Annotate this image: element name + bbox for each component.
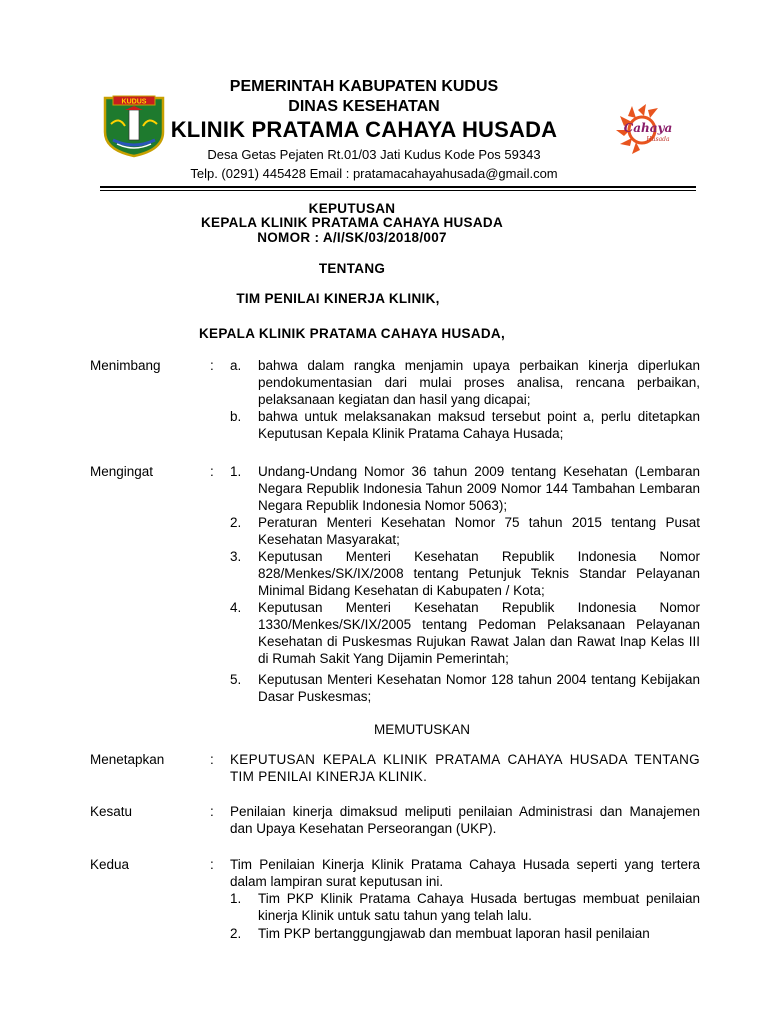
section-label: Menetapkan (90, 752, 165, 767)
section-kedua (90, 856, 700, 956)
clinic-address: Desa Getas Pejaten Rt.01/03 Jati Kudus Kode Pos 59343 (207, 147, 541, 162)
section-label: Kesatu (90, 804, 133, 819)
svg-text:Cahaya: Cahaya (623, 121, 673, 135)
list-marker: a. (230, 358, 242, 373)
list-marker: 5. (230, 672, 242, 687)
section-colon: : (210, 857, 214, 872)
list-marker: b. (230, 409, 242, 424)
section-kesatu (90, 803, 700, 839)
section-colon: : (210, 464, 214, 479)
section-label: Kedua (90, 857, 130, 872)
section-text: KEPUTUSAN KEPALA KLINIK PRATAMA CAHAYA HUSADA TENTANG TIM PENILAI KINERJA KLINIK. (230, 752, 700, 784)
list-marker: 3. (230, 549, 242, 564)
list-text: Tim PKP bertanggungjawab dan membuat laporan hasil penilaian (258, 926, 650, 941)
list-text: bahwa dalam rangka menjamin upaya perbaikan kinerja diperlukan pendokumentasian dari mulai proses analisa, rencana perbaikan, pelaksanaan kegiatan dan hasil yang dicapai; (258, 358, 700, 407)
doc-number: NOMOR : A/I/SK/03/2018/007 (257, 230, 447, 245)
department-name: DINAS KESEHATAN (288, 98, 440, 115)
svg-text:Husada: Husada (646, 136, 670, 143)
list-marker: 1. (230, 891, 242, 906)
list-text: Undang-Undang Nomor 36 tahun 2009 tentang Kesehatan (Lembaran Negara Republik Indonesia Tahun 2009 Nomor 144 Tambahan Lembaran Negara Republik Indonesia Nomor 5063); (258, 464, 700, 513)
doc-type: KEPUTUSAN (308, 201, 396, 216)
list-marker: 4. (230, 600, 242, 615)
section-label: Mengingat (90, 464, 154, 479)
header-divider-thin (100, 190, 696, 191)
clinic-contact: Telp. (0291) 445428 Email : pratamacahayahusada@gmail.com (190, 166, 558, 181)
memutuskan-heading: MEMUTUSKAN (373, 722, 470, 737)
list-marker: 2. (230, 515, 242, 530)
section-colon: : (210, 358, 214, 373)
list-text: bahwa untuk melaksanakan maksud tersebut point a, perlu ditetapkan Keputusan Kepala Klinik Pratama Cahaya Husada; (258, 409, 700, 441)
government-name: PEMERINTAH KABUPATEN KUDUS (229, 78, 499, 95)
doc-issuer: KEPALA KLINIK PRATAMA CAHAYA HUSADA (200, 215, 503, 230)
list-text: Keputusan Menteri Kesehatan Republik Indonesia Nomor 828/Menkes/SK/IX/2008 tentang Petunjuk Teknis Standar Pelayanan Minimal Bidang Kesehatan di Kabupaten / Kota; (258, 549, 700, 598)
list-text: Peraturan Menteri Kesehatan Nomor 75 tahun 2015 tentang Pusat Kesehatan Masyarakat; (258, 515, 700, 547)
section-colon: : (210, 752, 214, 767)
list-marker: 2. (230, 926, 242, 941)
doc-tentang: TENTANG (318, 261, 386, 276)
section-mengingat (90, 463, 700, 713)
list-text: Keputusan Menteri Kesehatan Republik Indonesia Nomor 1330/Menkes/SK/IX/2005 tentang Pedoman Pelaksanaan Pelayanan Kesehatan di Puskesmas Rujukan Rawat Jalan dan Rawat Inap Kelas III di Rumah Sakit Yang Dijamin Pemerintah; (258, 600, 700, 666)
header-divider (100, 186, 696, 188)
clinic-name: KLINIK PRATAMA CAHAYA HUSADA (170, 117, 558, 142)
list-marker: 1. (230, 464, 242, 479)
section-colon: : (210, 804, 214, 819)
list-text: Tim PKP Klinik Pratama Cahaya Husada bertugas membuat penilaian kinerja Klinik untuk satu tahun yang telah lalu. (258, 891, 700, 923)
list-text: Keputusan Menteri Kesehatan Nomor 128 tahun 2004 tentang Kebijakan Dasar Puskesmas; (258, 672, 700, 704)
section-text: Tim Penilaian Kinerja Klinik Pratama Cahaya Husada seperti yang tertera dalam lampiran surat keputusan ini. (230, 857, 700, 889)
section-label: Menimbang (90, 358, 161, 373)
svg-text:KUDUS: KUDUS (121, 98, 147, 106)
doc-subject: TIM PENILAI KINERJA KLINIK, (236, 291, 440, 306)
doc-preamble: KEPALA KLINIK PRATAMA CAHAYA HUSADA, (198, 326, 506, 341)
section-menimbang (90, 357, 700, 447)
section-text: Penilaian kinerja dimaksud meliputi penilaian Administrasi dan Manajemen dan Upaya Kesehatan Perseorangan (UKP). (230, 804, 700, 836)
cahaya-husada-sun-logo-icon (612, 98, 676, 158)
section-menetapkan (90, 751, 700, 787)
